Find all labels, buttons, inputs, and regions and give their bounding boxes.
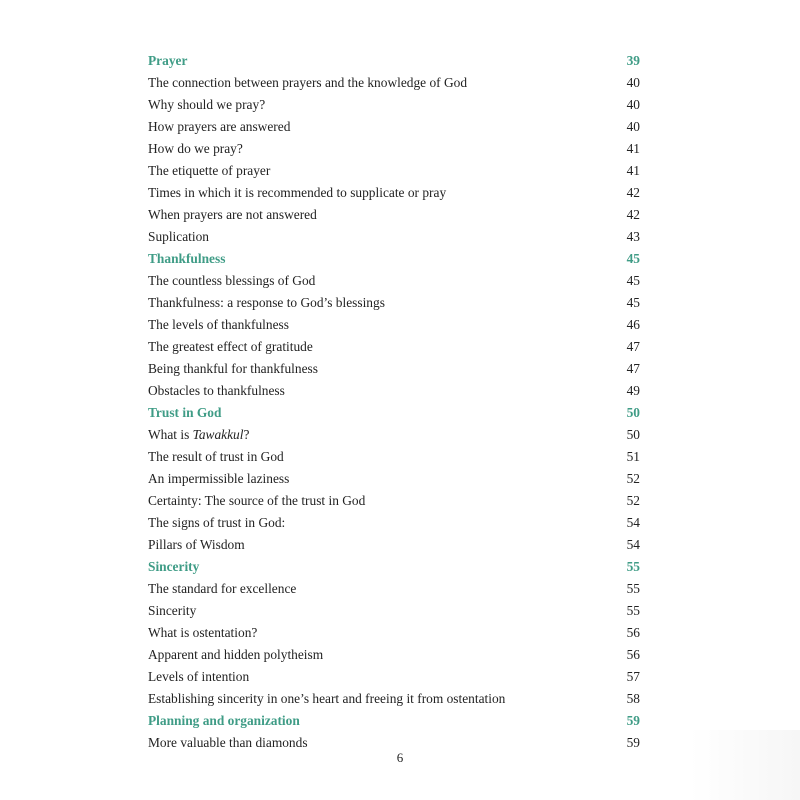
toc-entry-page: 52 [626,493,640,508]
toc-entry-title: Apparent and hidden polytheism [148,647,324,662]
toc-entry[interactable] [148,292,640,314]
toc-entry-title [148,424,616,446]
toc-entry-title: The levels of thankfulness [148,317,289,332]
toc-entry-page: 41 [626,163,640,178]
toc-entry-page: 40 [626,119,640,134]
toc-entry[interactable] [148,446,640,468]
toc-entry-page: 58 [626,691,640,706]
toc-entry[interactable] [148,204,640,226]
toc-entry-page: 57 [626,669,640,684]
toc-entry-title: The connection between prayers and the knowledge of God [148,75,468,90]
toc-entry[interactable] [148,468,640,490]
toc-entry[interactable] [148,512,640,534]
toc-entry-title: Thankfulness: a response to God’s blessings [148,295,385,310]
toc-entry-title: The result of trust in God [148,449,284,464]
toc-entry-title: How prayers are answered [148,119,291,134]
table-of-contents [148,50,640,754]
toc-heading-page: 50 [626,405,640,420]
toc-entry-title: Why should we pray? [148,97,266,112]
toc-entry[interactable] [148,72,640,94]
toc-heading-title: Prayer [148,53,188,68]
toc-entry-title-prefix: What is [148,427,193,442]
toc-entry-title: The etiquette of prayer [148,163,271,178]
toc-entry[interactable] [148,336,640,358]
toc-entry-page: 42 [626,207,640,222]
toc-entry-title: When prayers are not answered [148,207,317,222]
toc-heading-page: 45 [626,251,640,266]
toc-entry-title: More valuable than diamonds [148,735,308,750]
toc-entry[interactable] [148,688,640,710]
toc-entry-title-italic: Tawakkul [192,427,244,442]
toc-entry[interactable] [148,666,640,688]
toc-heading-title: Planning and organization [148,713,300,728]
toc-entry-title: Sincerity [148,603,197,618]
toc-heading-planning-and-organization[interactable] [148,710,640,732]
toc-entry-title: An impermissible laziness [148,471,290,486]
toc-entry[interactable] [148,358,640,380]
toc-heading-page: 39 [626,53,640,68]
toc-entry[interactable] [148,182,640,204]
toc-entry-page: 45 [626,273,640,288]
toc-entry[interactable] [148,314,640,336]
toc-entry[interactable] [148,424,640,446]
toc-entry-title: Being thankful for thankfulness [148,361,318,376]
toc-heading-title: Trust in God [148,405,222,420]
toc-entry-page: 40 [626,75,640,90]
toc-entry-page: 45 [626,295,640,310]
toc-entry[interactable] [148,490,640,512]
toc-entry[interactable] [148,380,640,402]
toc-entry-page: 54 [626,537,640,552]
toc-entry[interactable] [148,94,640,116]
toc-entry-page: 59 [626,735,640,750]
toc-heading-prayer[interactable] [148,50,640,72]
toc-entry-title: Times in which it is recommended to supplicate or pray [148,185,447,200]
toc-entry-title: What is ostentation? [148,625,258,640]
toc-entry-title: Suplication [148,229,209,244]
toc-entry-title: Levels of intention [148,669,250,684]
toc-entry-page: 40 [626,97,640,112]
toc-entry-title: Pillars of Wisdom [148,537,245,552]
toc-entry-page: 55 [626,603,640,618]
toc-entry-title-suffix: ? [243,427,250,442]
toc-entry-page: 54 [626,515,640,530]
toc-entry-title: How do we pray? [148,141,243,156]
toc-entry[interactable] [148,160,640,182]
toc-heading-title: Thankfulness [148,251,226,266]
toc-entry-page: 56 [626,625,640,640]
toc-entry[interactable] [148,116,640,138]
toc-entry-title: The countless blessings of God [148,273,316,288]
toc-entry-title: Establishing sincerity in one’s heart and freeing it from ostentation [148,691,506,706]
toc-entry[interactable] [148,534,640,556]
toc-entry-page: 50 [626,427,640,442]
toc-entry-page: 49 [626,383,640,398]
toc-entry[interactable] [148,622,640,644]
toc-entry[interactable] [148,138,640,160]
toc-heading-sincerity[interactable] [148,556,640,578]
toc-entry-title: The greatest effect of gratitude [148,339,313,354]
toc-entry-title: Obstacles to thankfulness [148,383,285,398]
toc-entry[interactable] [148,270,640,292]
toc-entry-page: 56 [626,647,640,662]
toc-entry[interactable] [148,578,640,600]
toc-entry[interactable] [148,226,640,248]
page-number: 6 [396,750,404,765]
toc-entry-page: 47 [626,339,640,354]
toc-entry-page: 47 [626,361,640,376]
toc-entry-title: The signs of trust in God: [148,515,286,530]
toc-heading-page: 59 [626,713,640,728]
toc-entry-page: 55 [626,581,640,596]
toc-entry-title: Certainty: The source of the trust in God [148,493,366,508]
toc-entry-page: 51 [626,449,640,464]
toc-entry-page: 41 [626,141,640,156]
toc-entry-title: The standard for excellence [148,581,297,596]
toc-entry[interactable] [148,600,640,622]
toc-entry-page: 52 [626,471,640,486]
toc-entry-page: 42 [626,185,640,200]
toc-entry-page: 43 [626,229,640,244]
toc-heading-thankfulness[interactable] [148,248,640,270]
toc-heading-page: 55 [626,559,640,574]
toc-entry-page: 46 [626,317,640,332]
toc-entry[interactable] [148,644,640,666]
toc-heading-title: Sincerity [148,559,200,574]
toc-heading-trust-in-god[interactable] [148,402,640,424]
